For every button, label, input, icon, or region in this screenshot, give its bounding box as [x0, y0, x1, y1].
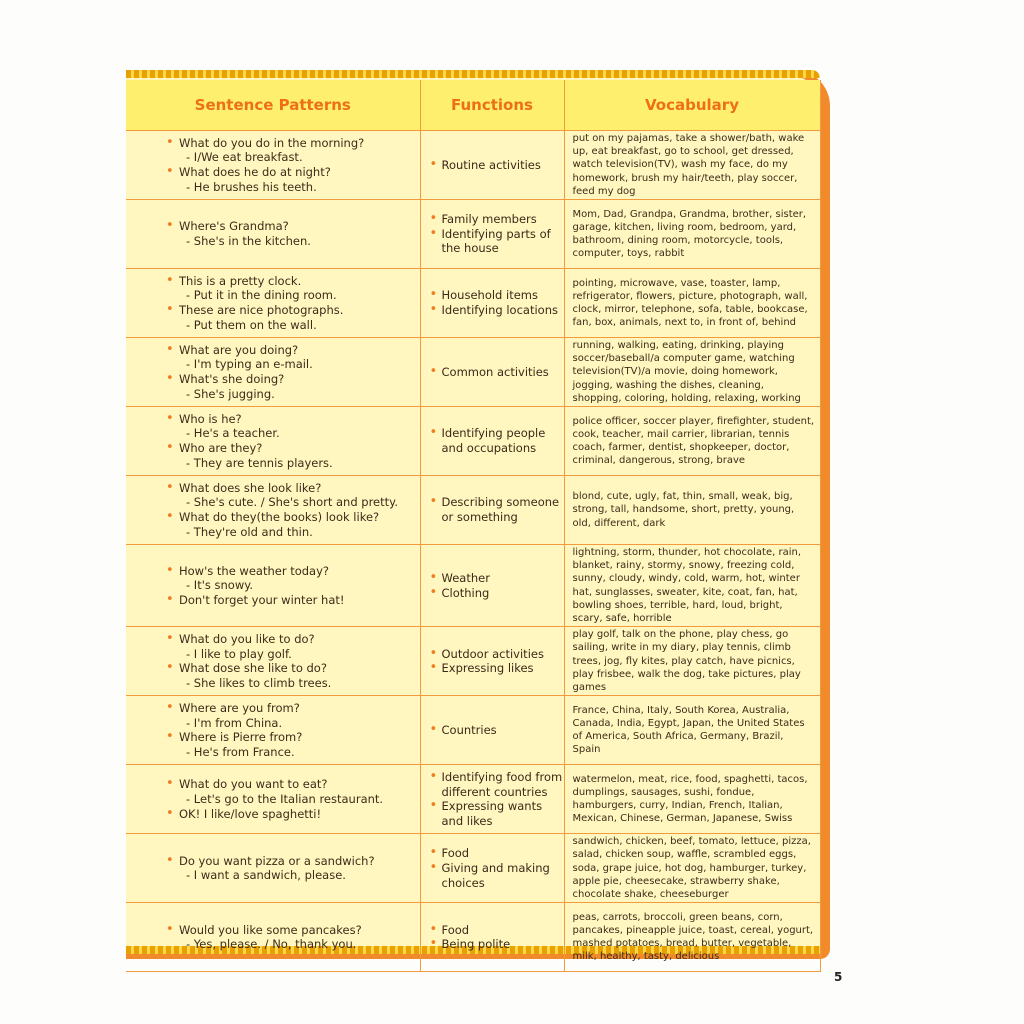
header-sentence-patterns: Sentence Patterns: [126, 80, 420, 131]
function-item: • Describing someone or something: [442, 495, 563, 524]
pattern-answer: - Let's go to the Italian restaurant.: [186, 791, 384, 806]
vocabulary-cell: [564, 269, 820, 338]
function-item: • Being polite: [442, 937, 563, 952]
pattern-list: [127, 412, 419, 470]
functions-cell: [420, 545, 564, 627]
vocabulary-text: blond, cute, ugly, fat, thin, small, weak, big, strong, tall, handsome, short, pretty, young, old, different, dark: [572, 491, 795, 529]
pattern-question: • Do you want pizza or a sandwich?: [179, 854, 419, 869]
pattern-question: • Where's Grandma?: [179, 219, 419, 234]
pattern-list: [127, 564, 419, 608]
pattern-answer: - She's in the kitchen.: [186, 234, 311, 249]
vocabulary-text: watermelon, meat, rice, food, spaghetti, tacos, dumplings, sausages, sushi, fondue, hamburgers, curry, Indian, French, Italian, Mexican, Chinese, German, Japanese, Swiss: [572, 773, 808, 825]
function-item: • Identifying people and occupations: [442, 426, 563, 455]
pattern-answer: - She's jugging.: [186, 386, 275, 401]
vocabulary-text: running, walking, eating, drinking, playing soccer/baseball/a computer game, watching television(TV)/a movie, doing homework, jogging, washing the dishes, cleaning, shopping, coloring, holding, relaxing, working: [572, 340, 801, 404]
pattern-question: • What dose she like to do?: [179, 661, 419, 676]
function-item: • Expressing likes: [442, 661, 563, 676]
pattern-list: [127, 274, 419, 332]
sentence-patterns-cell: [126, 834, 420, 903]
table-row: [126, 407, 820, 476]
function-item: • Identifying locations: [442, 303, 563, 318]
function-item: • Identifying parts of the house: [442, 227, 563, 256]
pattern-answer: - She likes to climb trees.: [186, 675, 332, 690]
pattern-list: [127, 777, 419, 821]
vocabulary-cell: [564, 765, 820, 834]
pattern-list: [127, 701, 419, 759]
table-row: [126, 269, 820, 338]
pattern-answer: - They are tennis players.: [186, 455, 333, 470]
pattern-list: [127, 136, 419, 194]
function-list: [422, 723, 563, 738]
pattern-answer: - I'm from China.: [186, 715, 283, 730]
pattern-question: • Who is he?: [179, 412, 419, 427]
pattern-answer: - Yes, please. / No, thank you.: [186, 937, 357, 952]
vocabulary-cell: [564, 476, 820, 545]
vocabulary-cell: [564, 338, 820, 407]
function-list: [422, 365, 563, 380]
sentence-patterns-cell: [126, 765, 420, 834]
pattern-answer: - I'm typing an e-mail.: [186, 357, 313, 372]
vocabulary-cell: [564, 627, 820, 696]
vocabulary-text: pointing, microwave, vase, toaster, lamp, refrigerator, flowers, picture, photograph, wall, clock, mirror, telephone, sofa, table, bookcase, fan, box, animals, next to, in front of, behind: [572, 277, 808, 329]
vocabulary-cell: [564, 407, 820, 476]
function-item: • Household items: [442, 288, 563, 303]
function-list: [422, 846, 563, 890]
table-row: [126, 696, 820, 765]
table-row: [126, 338, 820, 407]
pattern-answer: - I like to play golf.: [186, 646, 292, 661]
function-item: • Clothing: [442, 586, 563, 601]
function-item: • Food: [442, 846, 563, 861]
table-row: [126, 627, 820, 696]
pattern-answer: - They're old and thin.: [186, 524, 313, 539]
sentence-patterns-cell: [126, 131, 420, 200]
pattern-question: • This is a pretty clock.: [179, 274, 419, 289]
vocabulary-text: sandwich, chicken, beef, tomato, lettuce, pizza, salad, chicken soup, waffle, scrambled eggs, soda, grape juice, hot dog, hamburger, turkey, apple pie, cheesecake, strawberry shake, chocolate shake, cheeseburger: [572, 836, 811, 901]
table-row: [126, 765, 820, 834]
function-item: • Food: [442, 923, 563, 938]
header-row: [126, 80, 820, 131]
pattern-list: [127, 854, 419, 883]
vocabulary-text: France, China, Italy, South Korea, Australia, Canada, India, Egypt, Japan, the United States of America, South Africa, Germany, Brazil, Spain: [572, 704, 805, 756]
functions-cell: [420, 765, 564, 834]
pattern-answer: - I want a sandwich, please.: [186, 868, 346, 883]
function-list: [422, 212, 563, 256]
functions-cell: [420, 131, 564, 200]
pattern-list: [127, 923, 419, 952]
function-list: [422, 923, 563, 952]
table-row: [126, 903, 820, 972]
table-row: [126, 545, 820, 627]
pattern-question: • Would you like some pancakes?: [179, 923, 419, 938]
pattern-answer: - She's cute. / She's short and pretty.: [186, 495, 398, 510]
pattern-answer: - I/We eat breakfast.: [186, 150, 303, 165]
function-list: [422, 426, 563, 455]
functions-cell: [420, 338, 564, 407]
function-list: [422, 571, 563, 600]
pattern-question: • These are nice photographs.: [179, 303, 419, 318]
sentence-patterns-cell: [126, 627, 420, 696]
functions-cell: [420, 407, 564, 476]
function-list: [422, 288, 563, 317]
function-item: • Expressing wants and likes: [442, 799, 563, 828]
page-number: 5: [834, 970, 843, 984]
vocabulary-text: lightning, storm, thunder, hot chocolate, rain, blanket, rainy, stormy, snowy, freezing cold, sunny, cloudy, windy, cold, warm, hot, winter hat, sunglasses, sweater, kite, coat, fan, hat, bowling shoes, terrible, hard, loud, bright, scary, safe, horrible: [572, 547, 802, 625]
sentence-patterns-cell: [126, 545, 420, 627]
function-item: • Countries: [442, 723, 563, 738]
functions-cell: [420, 476, 564, 545]
sentence-patterns-cell: [126, 903, 420, 972]
pattern-answer: - He's a teacher.: [186, 426, 280, 441]
vocabulary-text: put on my pajamas, take a shower/bath, wake up, eat breakfast, go to school, get dressed, watch television(TV), wash my face, do my homework, brush my hair/teeth, play soccer, feed my dog: [572, 133, 805, 197]
function-list: [422, 770, 563, 828]
sentence-patterns-cell: [126, 696, 420, 765]
function-item: • Giving and making choices: [442, 861, 563, 890]
vocabulary-cell: [564, 131, 820, 200]
function-item: • Weather: [442, 571, 563, 586]
pattern-answer: - It's snowy.: [186, 578, 254, 593]
header-functions: Functions: [420, 80, 564, 131]
vocabulary-text: Mom, Dad, Grandpa, Grandma, brother, sister, garage, kitchen, living room, bedroom, yard, bathroom, dining room, motorcycle, tools, computer, toys, rabbit: [572, 208, 807, 260]
pattern-answer: - Put it in the dining room.: [186, 288, 337, 303]
functions-cell: [420, 834, 564, 903]
header-vocabulary: Vocabulary: [564, 80, 820, 131]
pattern-question: • OK! I like/love spaghetti!: [179, 807, 419, 822]
functions-cell: [420, 269, 564, 338]
functions-cell: [420, 903, 564, 972]
pattern-answer: - He brushes his teeth.: [186, 179, 317, 194]
function-item: • Family members: [442, 212, 563, 227]
top-dotted-band: [126, 70, 820, 78]
function-item: • Identifying food from different countries: [442, 770, 563, 799]
syllabus-table: [126, 80, 821, 972]
pattern-question: • What's she doing?: [179, 372, 419, 387]
sentence-patterns-cell: [126, 200, 420, 269]
pattern-list: [127, 481, 419, 539]
pattern-list: [127, 343, 419, 401]
table-row: [126, 131, 820, 200]
pattern-question: • What do you like to do?: [179, 632, 419, 647]
pattern-answer: - He's from France.: [186, 744, 295, 759]
pattern-answer: - Put them on the wall.: [186, 317, 317, 332]
vocabulary-cell: [564, 696, 820, 765]
function-list: [422, 495, 563, 524]
function-list: [422, 647, 563, 676]
pattern-question: • What does he do at night?: [179, 165, 419, 180]
pattern-question: • What does she look like?: [179, 481, 419, 496]
function-item: • Routine activities: [442, 158, 563, 173]
pattern-question: • What do they(the books) look like?: [179, 510, 419, 525]
function-list: [422, 158, 563, 173]
pattern-list: [127, 632, 419, 690]
functions-cell: [420, 696, 564, 765]
vocabulary-cell: [564, 545, 820, 627]
function-item: • Outdoor activities: [442, 647, 563, 662]
table-row: [126, 834, 820, 903]
vocabulary-text: police officer, soccer player, firefighter, student, cook, teacher, mail carrier, librarian, tennis coach, farmer, dentist, shopkeeper, doctor, criminal, dangerous, strong, brave: [572, 415, 815, 467]
sentence-patterns-cell: [126, 338, 420, 407]
sentence-patterns-cell: [126, 407, 420, 476]
vocabulary-cell: [564, 834, 820, 903]
pattern-question: • Don't forget your winter hat!: [179, 593, 419, 608]
vocabulary-text: play golf, talk on the phone, play chess, go sailing, write in my diary, play tennis, climb trees, jog, fly kites, play catch, have picnics, play frisbee, walk the dog, take pictures, play games: [572, 629, 801, 694]
pattern-question: • What are you doing?: [179, 343, 419, 358]
pattern-question: • Who are they?: [179, 441, 419, 456]
table-body: [126, 131, 820, 972]
pattern-list: [127, 219, 419, 248]
pattern-question: • What do you want to eat?: [179, 777, 419, 792]
pattern-question: • Where are you from?: [179, 701, 419, 716]
function-item: • Common activities: [442, 365, 563, 380]
table-row: [126, 200, 820, 269]
vocabulary-text: peas, carrots, broccoli, green beans, corn, pancakes, pineapple juice, toast, cereal, yogurt, mashed potatoes, bread, butter, vegetable, milk, healthy, tasty, delicious: [572, 911, 814, 963]
sentence-patterns-cell: [126, 269, 420, 338]
functions-cell: [420, 200, 564, 269]
sentence-patterns-cell: [126, 476, 420, 545]
pattern-question: • How's the weather today?: [179, 564, 419, 579]
table-row: [126, 476, 820, 545]
pattern-question: • What do you do in the morning?: [179, 136, 419, 151]
vocabulary-cell: [564, 903, 820, 972]
vocabulary-cell: [564, 200, 820, 269]
functions-cell: [420, 627, 564, 696]
pattern-question: • Where is Pierre from?: [179, 730, 419, 745]
